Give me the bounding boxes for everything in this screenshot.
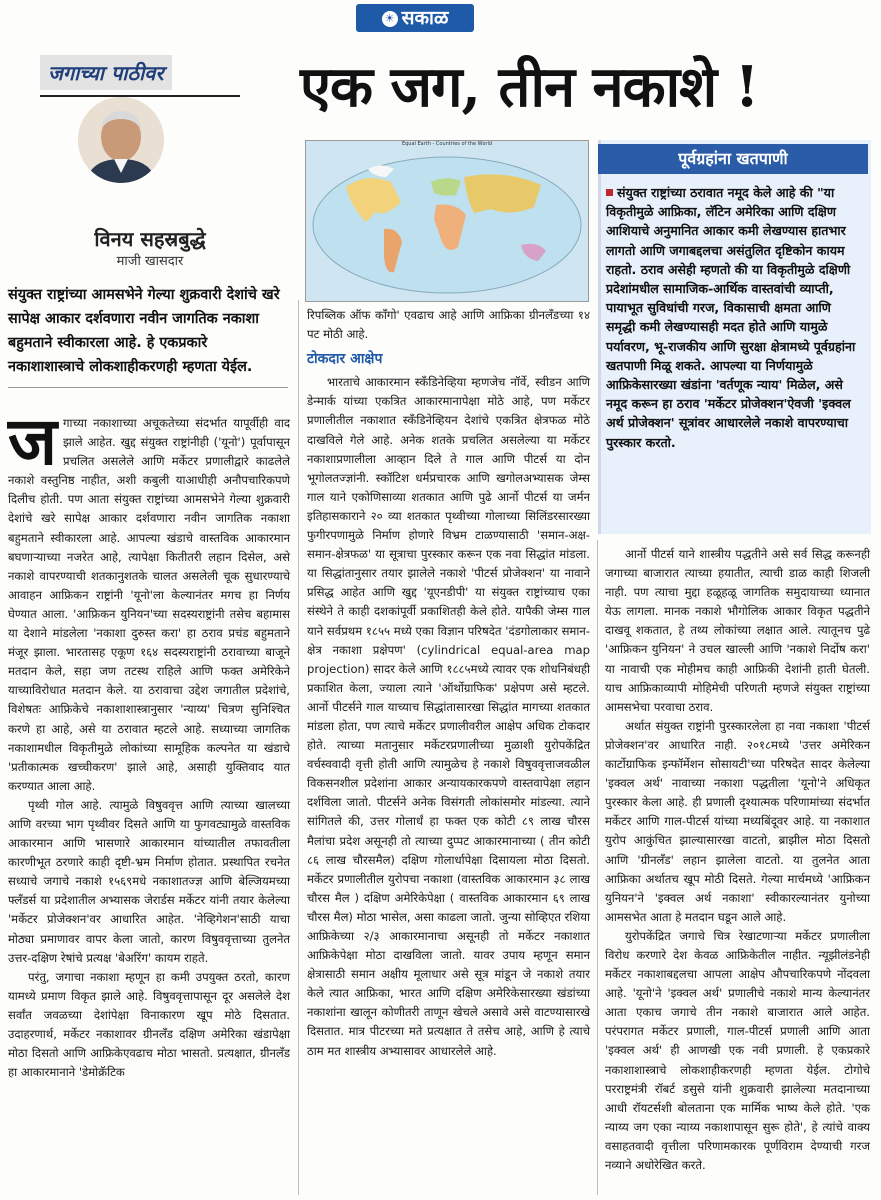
column-divider [298,300,299,1195]
headline: एक जग, तीन नकाशे ! [300,54,759,120]
paragraph: आर्नो पीटर्स याने शास्त्रीय पद्धतीने असे सर्व सिद्ध करूनही जगाच्या बाजारात त्याच्या हयातीत, त्याची डाळ काही शिजली नाही. पण त्याचा मुद्दा हळूहळू जागतिक समुदायाच्या ध्यानात येऊ लागला. मानक नकाशे भौगोलिक आकार विकृत पद्धतीने दाखवू शकतात, हे तथ्य लोकांच्या लक्षात आले. त्यातूनच पुढे 'आफ्रिकन युनियन' ने उचल खाल्ली आणि 'नकाशे निर्दोष करा' या नावाची एक मोहीमच काही आफ्रिकी देशांनी हाती घेतली. याच आफ्रिकाव्यापी मोहिमेची परिणती म्हणजे संयुक्त राष्ट्रांच्या आमसभेचा परवाचा ठराव. [605,547,870,714]
section-label [40,55,240,97]
paragraph: परंतु, जगाचा नकाशा म्हणून हा कमी उपयुक्त ठरतो, कारण यामध्ये प्रमाण विकृत झाले आहे. विषुववृत्तापासून दूर असलेले देश सर्वांत जवळच्या देशांपेक्षा विनाकारण खूप मोठे दिसतात. उदाहरणार्थ, मर्केटर नकाशावर ग्रीनलँड दक्षिण अमेरिका खंडापेक्षा मोठा दिसतो आणि आफ्रिकेएवढाच मोठा भासतो. प्रत्यक्षात, ग्रीनलँड हा आकारमानाने 'डेमोक्रॅटिक [8,969,290,1080]
paragraph: अर्थात संयुक्त राष्ट्रांनी पुरस्कारलेला हा नवा नकाशा 'पीटर्स प्रोजेक्शन'वर आधारित नाही. २०१८मध्ये 'उत्तर अमेरिकन कार्टोग्राफिक इन्फॉर्मेशन सोसायटी'च्या परिषदेत सादर केलेल्या 'इक्वल अर्थ' नावाच्या नकाशा पद्धतीला 'यूनो'ने अधिकृत पुरस्कार केला आहे. ही प्रणाली दृश्यात्मक परिणामांच्या संदर्भात मर्केटर आणि गाल-पीटर्स यांच्या मध्यबिंदूवर आहे. या नकाशात युरोप आकुंचित झाल्यासारखा वाटतो, ब्राझील मोठा दिसतो आणि 'ग्रीनलँड' लहान झालेला वाटतो. या तुलनेत आता आफ्रिका अर्थातच खूप मोठी दिसते. गेल्या मार्चमध्ये 'आफ्रिकन युनियन'ने 'इक्वल अर्थ नकाशा' स्वीकारल्यानंतर युनोच्या आमसभेत आता हे मतदान घडून आले आहे. [605,718,870,924]
section-label-text: जगाच्या पाठीवर [40,55,172,90]
author-role: माजी खासदार [116,254,184,269]
paragraph: युरोपकेंद्रित जगाचे चित्र रेखाटणाऱ्या मर्केटर प्रणालीला विरोध करणारे देश केवळ आफ्रिकेतील नाहीत. न्यूझीलंडनेही मर्केटर नकाशाबद्दलचा आपला आक्षेप औपचारिकपणे नोंदवला आहे. 'यूनो'ने 'इक्वल अर्थ' प्रणालीचे नकाशे मान्य केल्यानंतर आता एकाच जगाचे तीन नकाशे बाजारात आले आहेत. परंपरागत मर्केटर प्रणाली, गाल-पीटर्स प्रणाली आणि आता 'इक्वल अर्थ' ही आणखी एक नवी प्रणाली. हे एकप्रकारे नकाशाशास्त्राचे लोकशाहीकरणही म्हणता येईल. टोगोचे परराष्ट्रमंत्री रॉबर्ट डसुसे यांनी शुक्रवारी झालेल्या मतदानाच्या आधी रॉयटर्सशी बोलताना एक मार्मिक भाष्य केले होते. 'एक न्याय्य जग एका न्याय्य नकाशापासून सुरू होते', हे त्यांचे वाक्य वसाहतवादी वृत्तीला परिणामकारक पूर्णविराम देण्याची गरज नव्याने अधोरेखित करते. [605,928,870,1172]
paragraph-text: गाच्या नकाशाच्या अचूकतेच्या संदर्भात यापूर्वीही वाद झाले आहेत. खुद्द संयुक्त राष्ट्रांनीही ('यूनो') पूर्वापासून प्रचलित असलेले आणि मर्केटर प्रणालीद्वारे काढलेले नकाशे वस्तुनिष्ठ नाहीत, अशी कबुली याआधीही अनौपचारिकपणे दिलीच होती. पण आता संयुक्त राष्ट्रांच्या आमसभेने गेल्या शुक्रवारी देशांचे खरे सापेक्ष आकार दर्शवणारा नवीन जागतिक नकाशा बहुमताने स्वीकारला आहे. आपल्या खंडाचे वास्तविक आकारमान बघणाऱ्याच्या नजरेत आहे, त्यापेक्षा कितीतरी लहान दिसेल, असे नकाशे वापरण्याची शतकानुशतके चालत असलेली चूक सुधारण्याचे आवाहन आफ्रिकन राष्ट्रांनी 'यूनो'ला केल्यानंतर मगच हा निर्णय घेण्यात आला. 'आफ्रिकन युनियन'च्या सदस्यराष्ट्रांनी तसेच बहामास या देशाने मांडलेला 'नकाशा दुरुस्त करा' हा ठराव प्रचंड बहुमताने मंजूर झाला. भारतासह एकूण १६४ सदस्यराष्ट्रांनी ठरावाच्या बाजूने मतदान केले, सहा जण तटस्थ राहिले आणि फक्त अमेरिकेने याच्याविरोधात मतदान केले. या ठरावाचा उद्देश जगातील प्रदेशांचे, विशेषतः आफ्रिकेचे नकाशाशास्त्रानुसार 'न्याय्य' चित्रण सुनिश्चित करणे हा आहे, असे या ठरावात म्हटले आहे. सध्याच्या जागतिक नकाशामधील विकृतीमुळे लोकांच्या सामूहिक कल्पनेत या खंडाचे 'प्रतीकात्मक खच्चीकरण' झाले आहे, असाही युक्तिवाद यात करण्यात आला आहे. [8,416,290,793]
sakal-logo-icon: ☀ [382,11,398,27]
paragraph [8,403,290,796]
paragraph: रिपब्लिक ऑफ काँगो' एवढाच आहे आणि आफ्रिका ग्रीनलँडच्या १४ पट मोठी आहे. [307,308,590,342]
paragraph: भारताचे आकारमान स्कँडिनेव्हिया म्हणजेच नॉर्वे, स्वीडन आणि डेन्मार्क यांच्या एकत्रित आकारमानापेक्षा मोठे आहे, पण मर्केटर प्रणालीतील नकाशात स्कँडिनेव्हियन देशांचे एकत्रित क्षेत्रफळ मोठे दाखविले गेले आहे. अनेक शतके प्रचलित असलेल्या या मर्केटर नकाशाप्रणालीला आव्हान दिले ते गाल आणि पीटर्स या दोन भूगोलतज्ज्ञांनी. स्कॉटिश धर्मप्रचारक आणि खगोलअभ्यासक जेम्स गाल याने एकोणिसाव्या शतकात आणि पुढे आर्नो पीटर्स या जर्मन इतिहासकाराने २० व्या शतकात पृथ्वीच्या गोलाच्या सिलिंडरसारख्या फुगीरपणामुळे निर्माण होणारे विभ्रम टाळण्यासाठी 'समान-अक्ष-समान-क्षेत्रफळ' या सूत्राचा पुरस्कार करून एक नवा सिद्धांत मांडला. या सिद्धांतानुसार तयार झालेले नकाशे 'पीटर्स प्रोजेक्शन' या नावाने प्रसिद्ध आहेत आणि खुद्द 'यूएनडीपी' या संयुक्त राष्ट्रांच्याच एका संस्थेने ते काही दशकांपूर्वी प्रकाशितही केले होते. यापैकी जेम्स गाल याने सर्वप्रथम १८५५ मध्ये एका विज्ञान परिषदेत 'दंडगोलाकार समान-क्षेत्र नकाशा प्रक्षेपण' (cylindrical equal-area map projection) सादर केले आणि १८८५मध्ये त्यावर एक शोधनिबंधही प्रकाशित केला, ज्याला त्याने 'ऑर्थोग्राफिक' प्रक्षेपण असे म्हटले. आर्नो पीटर्सने गाल याच्याच सिद्धांतासारखा सिद्धांत मागच्या शतकात मांडला होता, पण त्याचे मर्केटर प्रणालीवरील आक्षेप अधिक टोकदार होते. त्याच्या मतानुसार मर्केटरप्रणालीच्या मुळाशी युरोपकेंद्रित वर्चस्ववादी वृत्ती होती आणि त्यामुळेच हे नकाशे विषुववृत्ताजवळील विकसनशील प्रदेशांना आकार अन्यायकारकपणे वास्तवापेक्षा लहान दर्शविला जातो. पीटर्सने अनेक विसंगती लोकांसमोर मांडल्या. त्याने सांगितले की, उत्तर गोलार्धं हा फक्त एक कोटी ८९ लाख चौरस मैलांचा प्रदेश असूनही तो त्याच्या दुप्पट आकारमानाच्या ( तीन कोटी ८६ लाख चौरसमैल) दक्षिण गोलार्धापेक्षा दिसायला मोठा दिसतो. मर्केटर प्रणालीतील युरोपचा नकाशा (वास्तविक आकारमान ३८ लाख चौरस मैल ) दक्षिण अमेरिकेपेक्षा ( वास्तविक आकारमान ६९ लाख चौरस मैल) मोठा भासेल, असा काढला जातो. जुन्या सोव्हिएत रशिया आफ्रिकेच्या २/३ आकारमानाचा असूनही तो मर्केटर नकाशात आफ्रिकेपेक्षा मोठा दाखविला जातो. यावर उपाय म्हणून समान क्षेत्रासाठी समान अक्षीय मूलाधार असे सूत्र मांडून जे नकाशे तयार केले त्यात आफ्रिका, भारत आणि दक्षिण अमेरिकेसारख्या खंडांच्या नकाशांना खालून कोणीतरी ताणून खेचले असावे असे वाटण्यासारखे दिसतात. मात्र पीटरच्या मते प्रत्यक्षात ते तसेच आहे, आणि हे त्याचे ठाम मत शास्त्रीय अभ्यासावर आधारलेले आहे. [307,375,591,1058]
dropcap: ज [8,403,57,480]
masthead-logo [356,4,474,32]
sidebar-text: संयुक्त राष्ट्रांच्या ठरावात नमूद केले आहे की "या विकृतीमुळे आफ्रिका, लॅटिन अमेरिका आणि दक्षिण आशियाचे अनुमानित आकार कमी लेखण्यास हातभार लागतो आणि जगाबद्दलचा असंतुलित दृष्टिकोन कायम राहतो. ठराव असेही म्हणतो की या विकृतीमुळे दक्षिणी प्रदेशांमधील सामाजिक-आर्थिक वास्तवांची व्याप्ती, पायाभूत सुविधांची गरज, विकासाची क्षमता आणि समृद्धी कमी लेखण्यासही मदत होते आणि यामुळे पर्यावरण, भू-राजकीय आणि सुरक्षा क्षेत्रामध्ये पूर्वग्रहांना खतपाणी मिळू शकते. आपल्या या निर्णयामुळे आफ्रिकेसारख्या खंडांना 'वर्तणूक न्याय' मिळेल, असे नमूद करून हा ठराव 'मर्केटर प्रोजेक्शन'ऐवजी 'इक्वल अर्थ प्रोजेक्शन' सूत्रांवर आधारलेले नकाशे वापरण्याचा पुरस्कार करतो. [606,185,856,450]
map-caption: Equal Earth - Countries of the World [401,141,493,147]
sidebar-text-block [606,183,860,452]
author-portrait [78,97,164,183]
subheading: टोकदार आक्षेप [307,351,383,368]
intro-summary: संयुक्त राष्ट्रांच्या आमसभेने गेल्या शुक्रवारी देशांचे खरे सापेक्ष आकार दर्शवणारा नवीन जागतिक नकाशा बहुमताने स्वीकारला आहे. हे एकप्रकारे नकाशाशास्त्राचे लोकशाहीकरणही म्हणता येईल. [8,283,288,388]
paragraph: पृथ्वी गोल आहे. त्यामुळे विषुववृत्त आणि त्याच्या खालच्या आणि वरच्या भाग पृथ्वीवर दिसते आणि या फुगवट्यामुळे वास्तविक आकारमान आणि भासणारे आकारमान यांच्यातील तफावतीला कारणीभूत ठरणारे काही दृष्टी-भ्रम निर्माण होतात. प्रस्थापित रचनेत सध्याचे जगाचे नकाशे १५६९मधे नकाशातज्ज्ञ आणि बेल्जियमच्या फ्लँडर्स या प्रदेशातील अभ्यासक जेरार्डस मर्केटर यांनी तयार केलेल्या 'मर्केटर प्रोजेक्शन'वर आधारित आहेत. 'नेव्हिगेशन'साठी याचा मोठ्या प्रमाणावर वापर केला जातो, कारण विषुववृत्ताच्या तुलनेत उत्तर-दक्षिण रेषांचे प्रत्यक्ष 'बेअरिंग' कायम राहते. [8,797,290,965]
author-name: विनय सहस्रबुद्धे [94,227,206,251]
sidebar-heading: पूर्वग्रहांना खतपाणी [598,144,868,174]
world-map-image [305,140,589,302]
article-column-2 [307,306,590,1061]
article-column-1 [8,403,290,1082]
bullet-square-icon [606,189,613,196]
column-divider [597,540,598,1195]
article-column-3 [605,545,870,1175]
masthead-name: सकाळ [401,7,449,29]
world-map-drawing [306,147,588,297]
